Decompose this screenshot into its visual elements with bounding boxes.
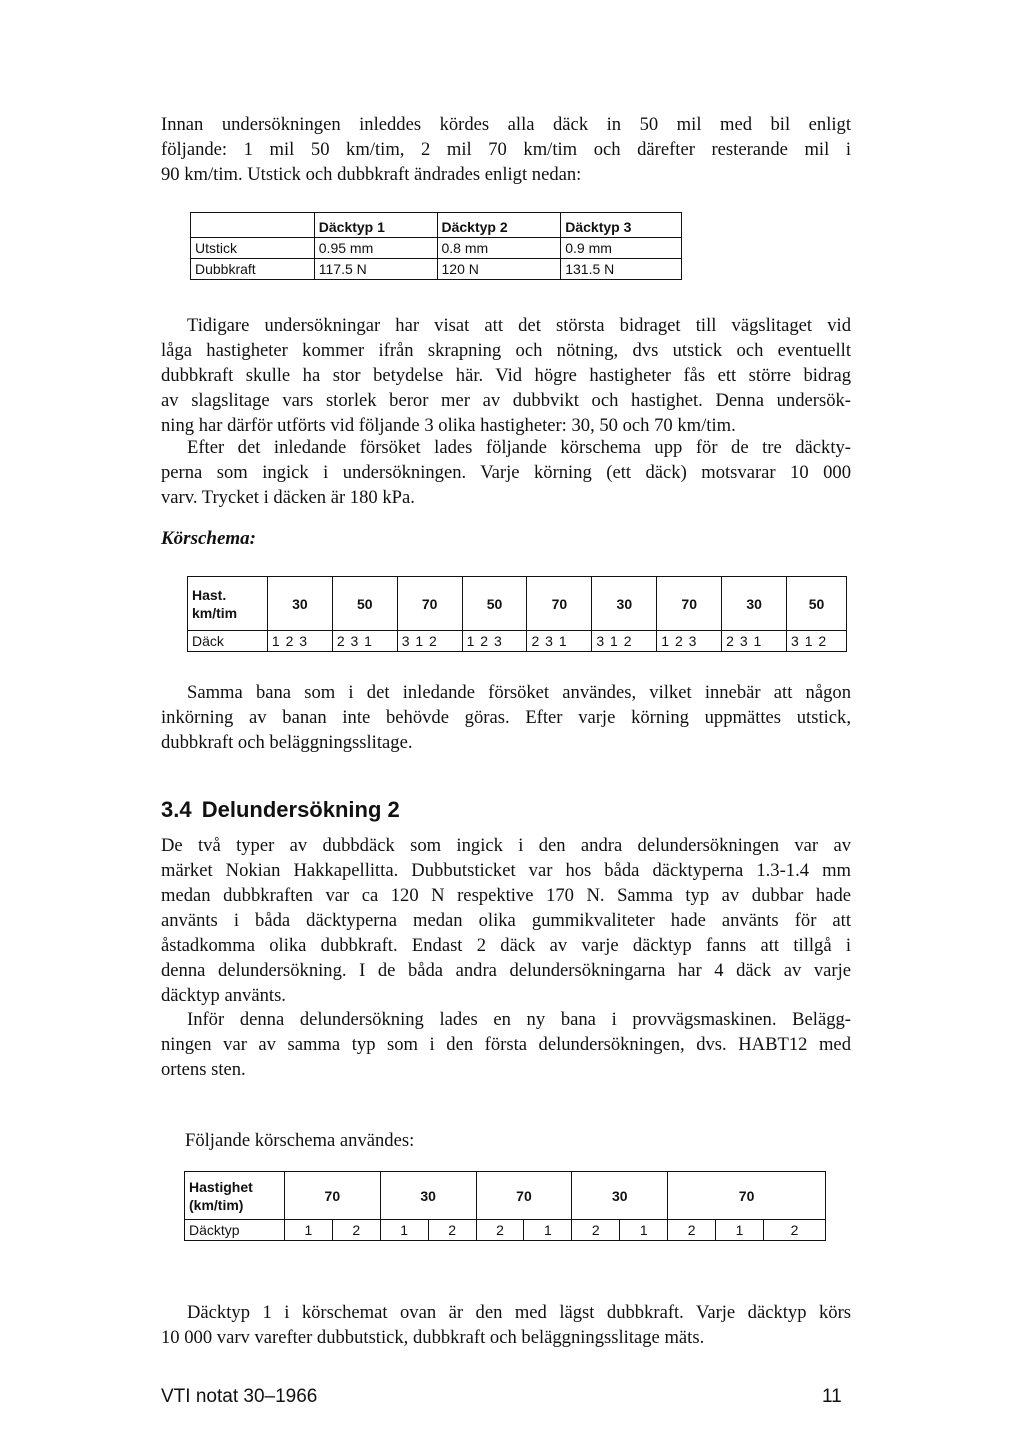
text-line: Däcktyp 1 i körschemat ovan är den med lägst dubbkraft. Varje däcktyp körs [187,1302,851,1323]
text-line: Innan undersökningen inleddes kördes alla däck in 50 mil med bil enligt [161,114,851,135]
text-line: Efter det inledande försöket lades följande körschema upp för de tre däckty- [187,437,851,458]
tire-cell: 1 2 3 [267,631,332,652]
text-line: ningen var av samma typ som i den första delundersökningen, dvs. HABT12 med [161,1034,851,1055]
text-line: Tidigare undersökningar har visat att det största bidraget till vägslitaget vid [187,315,851,336]
text-line: följande: 1 mil 50 km/tim, 2 mil 70 km/tim och därefter resterande mil i [161,139,851,160]
body-paragraph [161,435,851,510]
speed-cell: 70 [397,577,462,631]
row-label: Däcktyp [185,1220,285,1241]
korschema-label: Körschema: [161,528,256,549]
speed-header-cell [185,1172,285,1220]
tire-cell: 1 2 3 [657,631,722,652]
text-line: 10 000 varv varefter dubbutstick, dubbkraft och beläggningsslitage mäts. [161,1327,705,1348]
tire-cell: 2 [572,1220,620,1241]
speed-cell: 50 [787,577,847,631]
table-row [185,1220,826,1241]
speed-cell: 30 [722,577,787,631]
text-line: ortens sten. [161,1059,246,1080]
tire-cell: 3 1 2 [592,631,657,652]
table-cell: 120 N [437,259,561,280]
tire-cell: 3 1 2 [397,631,462,652]
speed-cell: 70 [668,1172,826,1220]
speed-header-cell [188,577,268,631]
tire-cell: 2 [668,1220,716,1241]
text-line: varv. Trycket i däcken är 180 kPa. [161,487,415,508]
intro-paragraph [161,112,851,187]
tire-cell: 1 [716,1220,764,1241]
table-header-cell: Däcktyp 1 [314,213,437,238]
table-row [188,631,847,652]
table-cell: 0.95 mm [314,238,437,259]
body-paragraph [161,313,851,438]
tire-cell: 2 3 1 [527,631,592,652]
text-line: dubbkraft skulle ha stor betydelse här. Vid högre hastigheter fås ett större bidrag [161,365,851,386]
tire-cell: 1 [620,1220,668,1241]
text-line: ning har därför utförts vid följande 3 olika hastigheter: 30, 50 och 70 km/tim. [161,415,736,436]
table-row [185,1172,826,1220]
table-cell: Dubbkraft [191,259,315,280]
text-line: Följande körschema användes: [185,1130,415,1151]
tire-cell: 2 [332,1220,380,1241]
speed-cell: 70 [284,1172,380,1220]
tire-cell: 2 [476,1220,524,1241]
speed-cell: 30 [592,577,657,631]
speed-cell: 70 [527,577,592,631]
body-paragraph [161,680,851,755]
text-line: denna delundersökning. I de båda andra delundersökningarna har 4 däck av varje [161,960,851,981]
tire-cell: 2 3 1 [722,631,787,652]
table-row [191,238,682,259]
tire-cell: 1 [524,1220,572,1241]
speed-cell: 30 [267,577,332,631]
tire-spec-table [190,212,682,280]
text-line: märket Nokian Hakkapellitta. Dubbutsticket var hos båda däcktyperna 1.3-1.4 mm [161,860,851,881]
body-paragraph [185,1128,414,1153]
table-cell: 0.8 mm [437,238,561,259]
tire-cell: 1 [380,1220,428,1241]
speed-cell: 30 [380,1172,476,1220]
tire-cell: 2 [763,1220,825,1241]
speed-cell: 50 [332,577,397,631]
text-line: 90 km/tim. Utstick och dubbkraft ändrades enligt nedan: [161,164,582,185]
table-cell: 131.5 N [561,259,682,280]
body-paragraph [161,1300,851,1350]
tire-cell: 1 [284,1220,332,1241]
body-paragraph [161,833,851,1008]
text-line: inkörning av banan inte behövde göras. Efter varje körning uppmättes utstick, [161,707,851,728]
text-line: De två typer av dubbdäck som ingick i den andra delundersökningen var av [161,835,851,856]
speed-cell: 70 [657,577,722,631]
header-label: Hast. [192,586,227,603]
section-title: Delundersökning 2 [201,797,400,822]
text-line: perna som ingick i undersökningen. Varje körning (ett däck) motsvarar 10 000 [161,462,851,483]
korschema-table [187,576,847,652]
text-line: Inför denna delundersökning lades en ny bana i provvägsmaskinen. Belägg- [187,1009,851,1030]
text-line: medan dubbkraften var ca 120 N respektive 170 N. Samma typ av dubbar hade [161,885,851,906]
text-line: dubbkraft och beläggningsslitage. [161,732,413,753]
section-number: 3.4 [161,797,192,822]
speed-cell: 30 [572,1172,668,1220]
table-row [188,577,847,631]
text-line: däcktyp använts. [161,985,286,1006]
table-cell: 0.9 mm [561,238,682,259]
table-header-cell: Däcktyp 2 [437,213,561,238]
section-heading [161,797,400,823]
tire-cell: 2 3 1 [332,631,397,652]
text-line: Samma bana som i det inledande försöket användes, vilket innebär att någon [187,682,851,703]
tire-cell: 3 1 2 [787,631,847,652]
page-number: 11 [822,1386,842,1407]
text-line: åstadkomma olika dubbkraft. Endast 2 däck av varje däcktyp fanns att tillgå i [161,935,851,956]
speed-cell: 70 [476,1172,572,1220]
header-label: (km/tim) [189,1196,244,1213]
table-row [191,259,682,280]
table-cell: Utstick [191,238,315,259]
tire-cell: 1 2 3 [462,631,527,652]
header-label: km/tim [192,604,238,621]
korschema-table-2 [184,1171,826,1241]
table-header-cell [191,213,315,238]
tire-cell: 2 [428,1220,476,1241]
text-line: använts i båda däcktyperna medan olika gummikvaliteter hade använts för att [161,910,851,931]
text-line: låga hastigheter kommer ifrån skrapning och nötning, dvs utstick och eventuellt [161,340,851,361]
row-label: Däck [188,631,268,652]
footer-left: VTI notat 30–1966 [161,1386,318,1407]
body-paragraph [161,1007,851,1082]
text-line: av slagslitage vars storlek beror mer av dubbvikt och hastighet. Denna undersök- [161,390,851,411]
header-label: Hastighet [189,1178,253,1195]
table-cell: 117.5 N [314,259,437,280]
table-header-cell: Däcktyp 3 [561,213,682,238]
speed-cell: 50 [462,577,527,631]
